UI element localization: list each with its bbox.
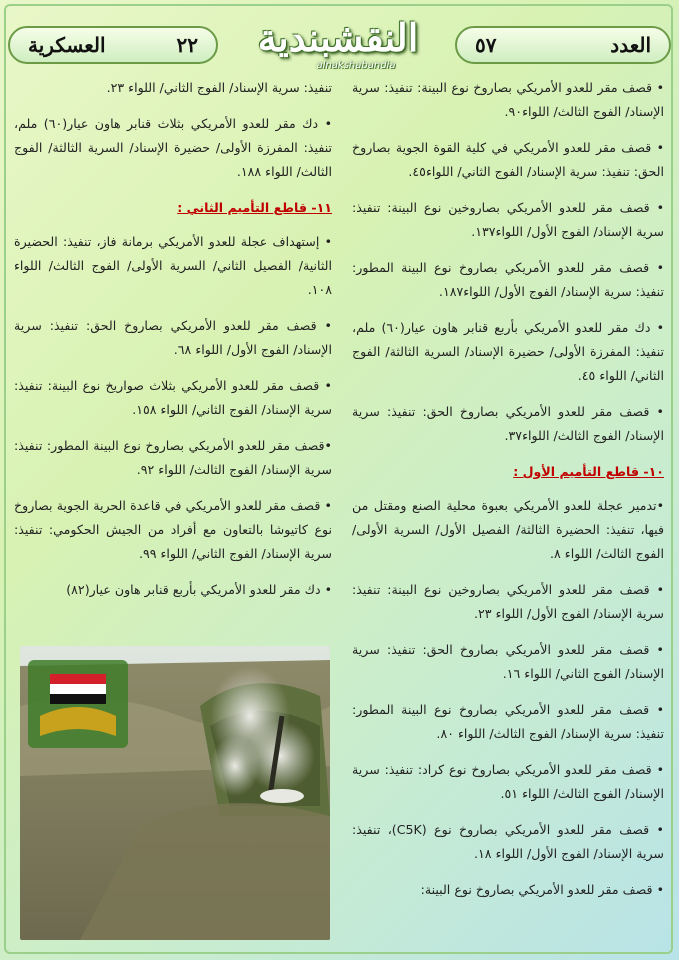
right-column [352, 76, 664, 914]
list-item: • قصف مقر للعدو الأمريكي بصاروخ نوع (C5K)، تنفيذ: سرية الإسناد/ الفوج الأول/ اللواء ١٨. [352, 822, 664, 861]
list-item: • قصف مقر للعدو الأمريكي بصاروخ الحق: تنفيذ: سرية الإسناد/ الفوج الثالث/ اللواء٣٧. [352, 404, 664, 443]
list-item: •تدمير عجلة للعدو الأمريكي بعبوة محلية الصنع ومقتل من فيها، تنفيذ: الحضيرة الثالثة/ الفصيل الأول/ السرية الأولى/ الفوج الثالث/ اللواء ٨. [352, 498, 664, 561]
list-item: • إستهداف عجلة للعدو الأمريكي برمانة فاز، تنفيذ: الحضيرة الثانية/ الفصيل الثاني/ السرية الأولى/ الفوج الثالث/ اللواء ١٠٨. [14, 234, 332, 297]
list-item: • قصف مقر للعدو الأمريكي بصاروخ الحق: تنفيذ: سرية الإسناد/ الفوج الأول/ اللواء ٦٨. [14, 318, 332, 357]
issue-word: العدد [610, 33, 651, 57]
list-item: • قصف مقر للعدو الأمريكي بصاروخ نوع كراد: تنفيذ: سرية الإسناد/ الفوج الثالث/ اللواء ٥١. [352, 762, 664, 801]
list-item: • دك مقر للعدو الأمريكي بثلاث قنابر هاون عيار(٦٠) ملم، تنفيذ: المفرزة الأولى/ حضيرة الإسناد/ السرية الثالثة/ الفوج الثالث/ اللواء ١٨٨. [14, 116, 332, 179]
list-item: • قصف مقر للعدو الأمريكي بصاروخ الحق: تنفيذ: سرية الإسناد/ الفوج الثاني/ اللواء ١٦. [352, 642, 664, 681]
list-item: • قصف مقر للعدو الأمريكي بصاروخ نوع البينة المطور: تنفيذ: سرية الإسناد/ الفوج الأول/ اللواء١٨٧. [352, 260, 664, 299]
list-item: •قصف مقر للعدو الأمريكي بصاروخ نوع البينة المطور: تنفيذ: سرية الإسناد/ الفوج الثالث/ اللواء ٩٢. [14, 438, 332, 477]
list-item: • دك مقر للعدو الأمريكي بأربع قنابر هاون عيار(٦٠) ملم، تنفيذ: المفرزة الأولى/ حضيرة الإسناد/ السرية الثالثة/ الفوج الثاني/ اللواء ٤٥. [352, 320, 664, 383]
left-column [14, 76, 332, 614]
list-item: • قصف مقر للعدو الأمريكي بصاروخين نوع البينة: تنفيذ: سرية الإسناد/ الفوج الأول/ اللواء١٣٧. [352, 200, 664, 239]
list-item: تنفيذ: سرية الإسناد/ الفوج الثاني/ اللواء ٢٣. [106, 80, 332, 95]
section-badge [8, 26, 218, 64]
section-heading: ١٠- قاطع التأميم الأول : [513, 464, 664, 479]
mortar-firing-photo [20, 646, 330, 940]
issue-number: ٥٧ [475, 33, 497, 57]
list-item: • دك مقر للعدو الأمريكي بأربع قنابر هاون عيار(٨٢) [66, 582, 332, 597]
list-item: • قصف مقر للعدو الأمريكي بثلاث صواريخ نوع البينة: تنفيذ: سرية الإسناد/ الفوج الثاني/ اللواء ١٥٨. [14, 378, 332, 417]
list-item: • قصف مقر للعدو الأمريكي بصاروخين نوع البينة: تنفيذ: سرية الإسناد/ الفوج الأول/ اللواء ٢٣. [352, 582, 664, 621]
section-number: ٢٢ [176, 33, 198, 57]
list-item: • قصف مقر للعدو الأمريكي في كلية القوة الجوية بصاروخ الحق: تنفيذ: سرية الإسناد/ الفوج الثاني/ اللواء٤٥. [352, 140, 664, 179]
list-item: • قصف مقر للعدو الأمريكي بصاروخ نوع البينة: تنفيذ: سرية الإسناد/ الفوج الثالث/ اللواء٩٠. [352, 80, 664, 119]
list-item: • قصف مقر للعدو الأمريكي في قاعدة الحرية الجوية بصاروخ نوع كاتيوشا بالتعاون مع أفراد من الجيش الحكومي: تنفيذ: سرية الإسناد/ الفوج الثاني/ اللواء ٩٩. [14, 498, 332, 561]
list-item: • قصف مقر للعدو الأمريكي بصاروخ نوع البينة: [420, 882, 664, 897]
section-word: العسكرية [28, 33, 106, 57]
issue-number-badge [455, 26, 671, 64]
section-heading: ١١- قاطع التأميم الثاني : [177, 200, 332, 215]
logo-text: النقشبندية [257, 15, 419, 60]
logo-subtext: alnakshabandia [316, 60, 396, 71]
list-item: • قصف مقر للعدو الأمريكي بصاروخ نوع البينة المطور: تنفيذ: سرية الإسناد/ الفوج الثالث/ اللواء ٨٠. [352, 702, 664, 741]
mortar-firing-photo-icon [20, 646, 330, 940]
